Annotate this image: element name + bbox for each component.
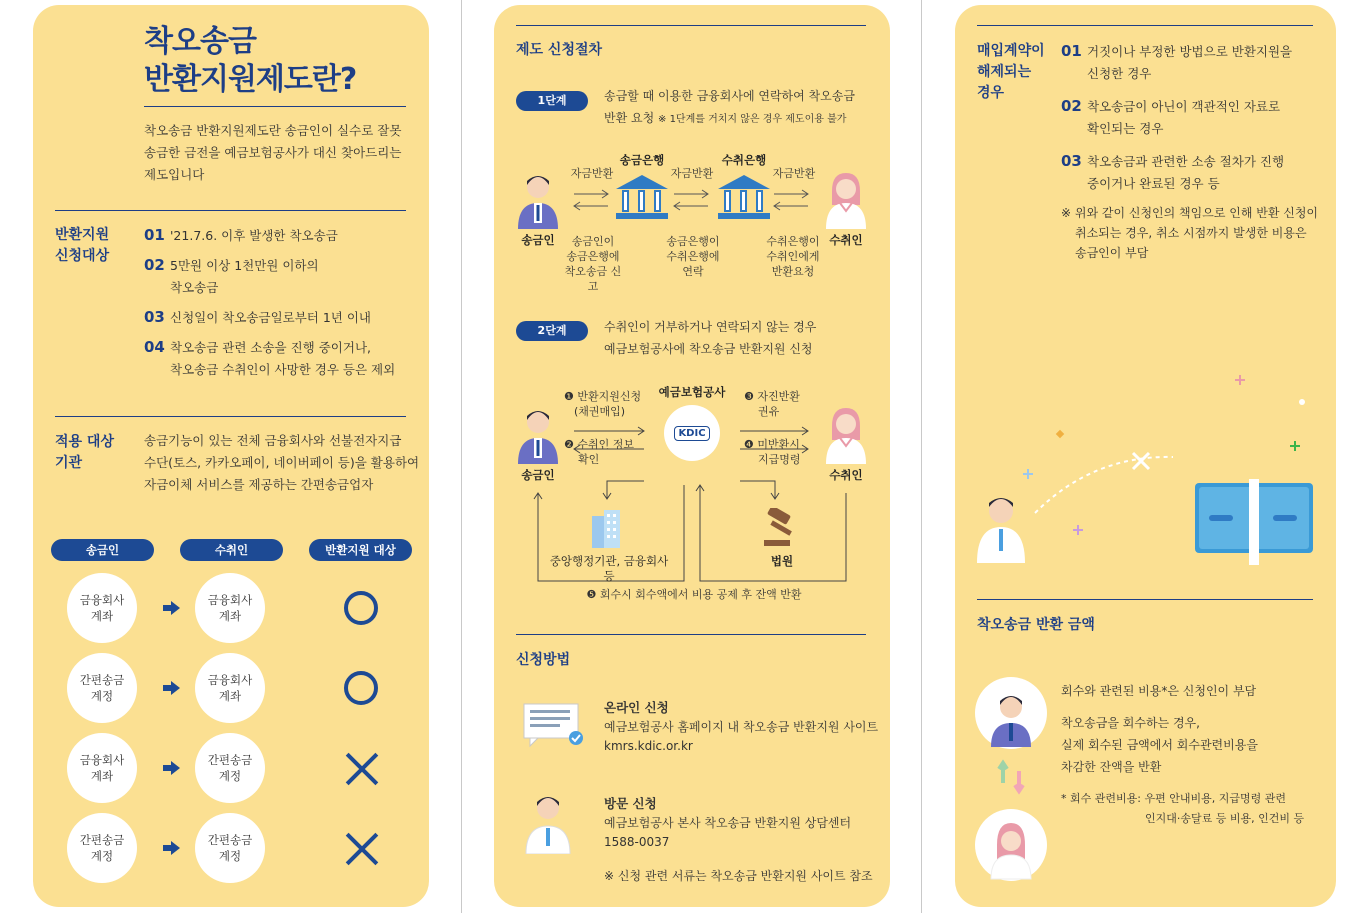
- sender-cell: 금융회사 계좌: [67, 733, 137, 803]
- cancel-note: ※ 위와 같이 신청인의 책임으로 인해 반환 신청이 취소되는 경우, 취소 시점까지 발생한 비용은 송금인이 부담: [1061, 206, 1319, 260]
- institutions-heading: 적용 대상 기관: [55, 434, 114, 471]
- step1-badge: 1단계: [516, 91, 588, 111]
- divider: [55, 210, 406, 211]
- amount-lines: 착오송금을 회수하는 경우, 실제 회수된 금액에서 회수관련비용을 차감한 잔액을 반환: [1061, 716, 1258, 774]
- receiver-bank-label: 수취은행: [721, 153, 767, 167]
- sender-cell: 금융회사 계좌: [67, 573, 137, 643]
- x-mark-icon: [344, 751, 380, 787]
- circle-mark-icon: [344, 591, 378, 625]
- amount-heading: 착오송금 반환 금액: [977, 617, 1095, 633]
- step2-badge: 2단계: [516, 321, 588, 341]
- staff-person-icon: [524, 792, 572, 854]
- receiver-cell: 간편송금 계정: [195, 813, 265, 883]
- court-label: 법원: [770, 554, 794, 568]
- list-item: 03 신청일이 착오송금일로부터 1년 이내: [144, 308, 371, 326]
- target-list: [144, 224, 424, 381]
- divider: [144, 106, 406, 107]
- header-eligible: 반환지원 대상: [309, 539, 412, 561]
- amount-footnote: * 회수 관련비용: 우편 안내비용, 지급명령 관련 인지대·송달료 등 비용, 인건비 등: [1061, 792, 1305, 825]
- two-way-arrows-icon: [568, 185, 828, 215]
- receiver-label: 수취인: [829, 468, 863, 482]
- online-form-icon: [522, 700, 588, 750]
- receiver-cell: 간편송금 계정: [195, 733, 265, 803]
- receiver-label: 수취인: [829, 233, 863, 247]
- divider: [516, 25, 866, 26]
- receiver-cell: 금융회사 계좌: [195, 653, 265, 723]
- sender-cell: 간편송금 계정: [67, 813, 137, 883]
- intro-text: 착오송금 반환지원제도란 송금인이 실수로 잘못 송금한 금전을 예금보험공사가 대신 찾아드리는 제도입니다: [144, 123, 402, 182]
- step2-s1: ❶ 반환지원신청 (채권매입): [564, 390, 642, 418]
- visit-method: 방문 신청 예금보험공사 본사 착오송금 반환지원 상담센터 1588-0037: [604, 796, 852, 849]
- gavel-icon: [760, 508, 804, 548]
- refund-people-icon: [973, 675, 1049, 885]
- return-label: 자금반환: [772, 167, 816, 180]
- panel-overview: [33, 5, 429, 907]
- list-item: 02 5만원 이상 1천만원 이하의 착오송금: [144, 256, 319, 295]
- header-receiver: 수취인: [180, 539, 283, 561]
- list-item: 01 거짓이나 부정한 방법으로 반환지원을 신청한 경우: [1061, 42, 1293, 81]
- return-label: 자금반환: [570, 167, 614, 180]
- sender-cell: 간편송금 계정: [67, 653, 137, 723]
- divider: [977, 25, 1313, 26]
- online-method: 온라인 신청 예금보험공사 홈페이지 내 착오송금 반환지원 사이트 kmrs.kdic.or.kr: [604, 700, 879, 753]
- list-item: 03 착오송금과 관련한 소송 절차가 진행 중이거나 완료된 경우 등: [1061, 152, 1285, 191]
- arrow-right-icon: [171, 601, 180, 615]
- kdic-label: 예금보험공사: [658, 385, 726, 399]
- step1-caption: 수취은행이 수취인에게 반환요청: [766, 235, 820, 278]
- list-item: 02 착오송금이 아닌이 객관적인 자료로 확인되는 경우: [1061, 97, 1281, 136]
- institutions-text: 송금기능이 있는 전체 금융회사와 선불전자지급 수단(토스, 카카오페이, 네이버페이 등)을 활용하여 자금이체 서비스를 제공하는 간편송금업자: [144, 433, 420, 492]
- list-item: 01 '21.7.6. 이후 발생한 착오송금: [144, 226, 338, 244]
- panel-cancellation: [955, 5, 1336, 907]
- method-heading: 신청방법: [516, 652, 571, 668]
- sender-label: 송금인: [521, 233, 555, 247]
- cancel-heading: 매입계약이 해제되는 경우: [977, 43, 1045, 101]
- column-divider: [461, 0, 462, 913]
- arrow-right-icon: [171, 841, 180, 855]
- step2-s2: ❷ 수취인 정보 확인: [564, 438, 634, 466]
- cancel-list: [1061, 40, 1331, 195]
- step1-text: 송금할 때 이용한 금융회사에 연락하여 착오송금 반환 요청 ※ 1단계를 거치지 않은 경우 제도이용 불가: [604, 89, 855, 125]
- procedure-heading: 제도 신청절차: [516, 42, 603, 58]
- divider: [977, 599, 1313, 600]
- sender-label: 송금인: [521, 468, 555, 482]
- refund-illustration: [973, 365, 1323, 575]
- method-note: ※ 신청 관련 서류는 착오송금 반환지원 사이트 참조: [604, 869, 873, 883]
- return-label: 자금반환: [670, 167, 714, 180]
- divider: [516, 634, 866, 635]
- arrow-right-icon: [171, 681, 180, 695]
- step2-s4: ❹ 미반환시 지급명령: [744, 438, 801, 466]
- amount-line1: 회수와 관련된 비용*은 신청인이 부담: [1061, 684, 1257, 698]
- arrow-right-icon: [171, 761, 180, 775]
- sender-bank-label: 송금은행: [619, 153, 665, 167]
- x-mark-icon: [344, 831, 380, 867]
- step2-s3: ❸ 자진반환 권유: [744, 390, 800, 418]
- gov-label: 중앙행정기관, 금융회사 등: [549, 554, 669, 583]
- divider: [55, 416, 406, 417]
- list-item: 04 착오송금 관련 소송을 진행 중이거나, 착오송금 수취인이 사망한 경우 등은 제외: [144, 338, 396, 377]
- column-divider: [921, 0, 922, 913]
- step1-caption: 송금인이 송금은행에 착오송금 신고: [564, 235, 622, 293]
- page-title: 착오송금 반환지원제도란?: [144, 24, 357, 97]
- panel-procedure: [494, 5, 890, 907]
- building-icon: [588, 510, 628, 550]
- circle-mark-icon: [344, 671, 378, 705]
- receiver-cell: 금융회사 계좌: [195, 573, 265, 643]
- header-sender: 송금인: [51, 539, 154, 561]
- sender-person-icon: [514, 171, 562, 229]
- step2-s5: ❺ 회수시 회수액에서 비용 공제 후 잔액 반환: [586, 588, 802, 601]
- kdic-logo: KDIC: [664, 405, 720, 461]
- step1-caption: 송금은행이 수취은행에 연락: [666, 235, 720, 278]
- target-heading: 반환지원 신청대상: [55, 227, 110, 264]
- step2-text: 수취인이 거부하거나 연락되지 않는 경우 예금보험공사에 착오송금 반환지원 신청: [604, 320, 817, 356]
- receiver-person-icon: [822, 171, 870, 229]
